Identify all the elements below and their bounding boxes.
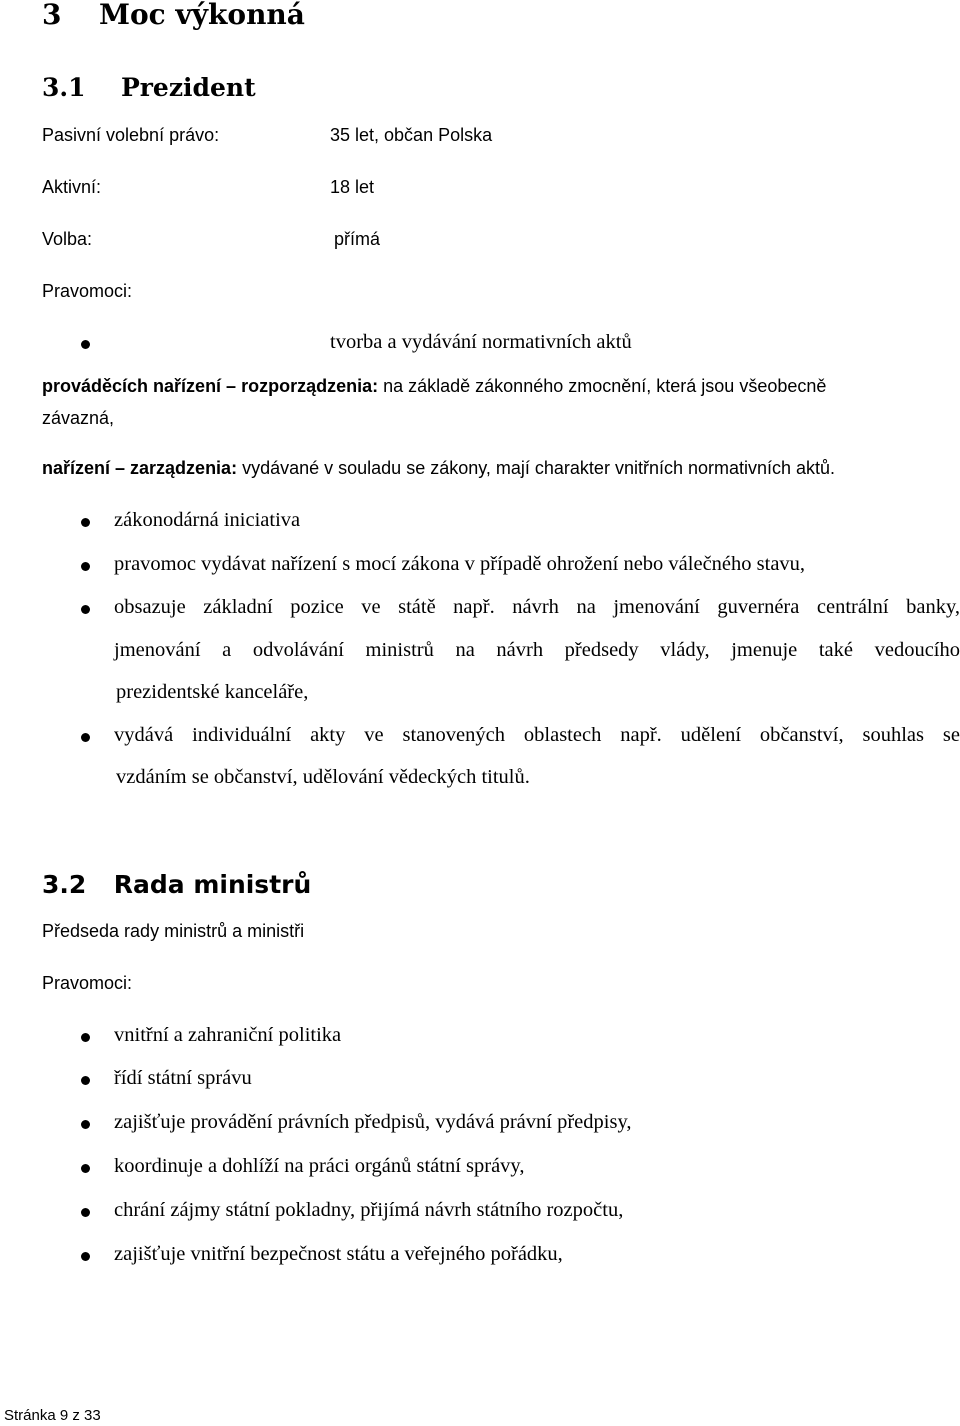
bullet-icon xyxy=(81,1164,90,1173)
list-item-line: obsazuje základní pozice ve státě např. návrh na jmenování guvernéra centrální banky, xyxy=(114,596,960,618)
powers-label: Pravomoci: xyxy=(42,281,133,301)
bullet-icon xyxy=(81,340,90,349)
bullet-icon xyxy=(81,1252,90,1261)
list-item: zajišťuje provádění právních předpisů, vydává právní předpisy, xyxy=(114,1111,632,1133)
heading-title: Prezident xyxy=(120,73,256,102)
list-item-line: jmenování a odvolávání ministrů na návrh předsedy vlády, jmenuje také vedoucího xyxy=(114,639,960,661)
heading-number: 3 xyxy=(42,0,62,31)
list-item: zajišťuje vnitřní bezpečnost státu a veřejného pořádku, xyxy=(114,1243,563,1265)
regulation-line-1 xyxy=(42,376,826,397)
heading-title: Moc výkonná xyxy=(98,0,305,31)
regulation-desc: na základě zákonného zmocnění, která jsou všeobecně xyxy=(378,376,827,396)
heading-number: 3.2 xyxy=(42,870,87,899)
list-item: koordinuje a dohlíží na práci orgánů státní správy, xyxy=(114,1155,525,1177)
bullet-icon xyxy=(81,1076,90,1085)
page-number-footer: Stránka 9 z 33 xyxy=(4,1407,101,1424)
passive-right-label: Pasivní volební právo: xyxy=(42,125,220,145)
regulation-term: prováděcích nařízení – rozporządzenia: xyxy=(42,376,379,396)
vote-value: přímá xyxy=(334,229,381,249)
list-item: pravomoc vydávat nařízení s mocí zákona v případě ohrožení nebo válečného stavu, xyxy=(114,553,806,575)
heading-section-3 xyxy=(42,0,305,31)
list-item: zákonodárná iniciativa xyxy=(114,509,301,531)
list-item-line: vzdáním se občanství, udělování vědeckých titulů. xyxy=(116,766,530,788)
list-item-normative: tvorba a vydávání normativních aktů xyxy=(330,331,632,353)
regulation-line-2 xyxy=(42,458,835,479)
regulation-desc: vydávané v souladu se zákony, mají charakter vnitřních normativních aktů. xyxy=(237,458,836,478)
bullet-icon xyxy=(81,605,90,614)
list-item: řídí státní správu xyxy=(114,1067,252,1089)
passive-right-value: 35 let, občan Polska xyxy=(330,125,493,145)
heading-number: 3.1 xyxy=(42,73,86,102)
vote-label: Volba: xyxy=(42,229,93,249)
heading-section-3-2 xyxy=(42,870,311,899)
heading-section-3-1 xyxy=(42,73,256,102)
list-item-line: vydává individuální akty ve stanovených oblastech např. udělení občanství, souhlas se xyxy=(114,724,960,746)
bullet-icon xyxy=(81,1208,90,1217)
heading-title: Rada ministrů xyxy=(113,870,312,899)
list-item: vnitřní a zahraniční politika xyxy=(114,1024,342,1046)
active-right-label: Aktivní: xyxy=(42,177,102,197)
list-item-line: prezidentské kanceláře, xyxy=(116,681,309,703)
section-subtitle: Předseda rady ministrů a ministři xyxy=(42,921,305,941)
list-item: chrání zájmy státní pokladny, přijímá návrh státního rozpočtu, xyxy=(114,1199,624,1221)
bullet-icon xyxy=(81,1033,90,1042)
regulation-term: nařízení – zarządzenia: xyxy=(42,458,238,478)
powers-label: Pravomoci: xyxy=(42,973,133,993)
bullet-icon xyxy=(81,733,90,742)
active-right-value: 18 let xyxy=(330,177,375,197)
bullet-icon xyxy=(81,518,90,527)
bullet-icon xyxy=(81,1120,90,1129)
bullet-icon xyxy=(81,562,90,571)
regulation-line-1-cont: závazná, xyxy=(42,408,115,428)
